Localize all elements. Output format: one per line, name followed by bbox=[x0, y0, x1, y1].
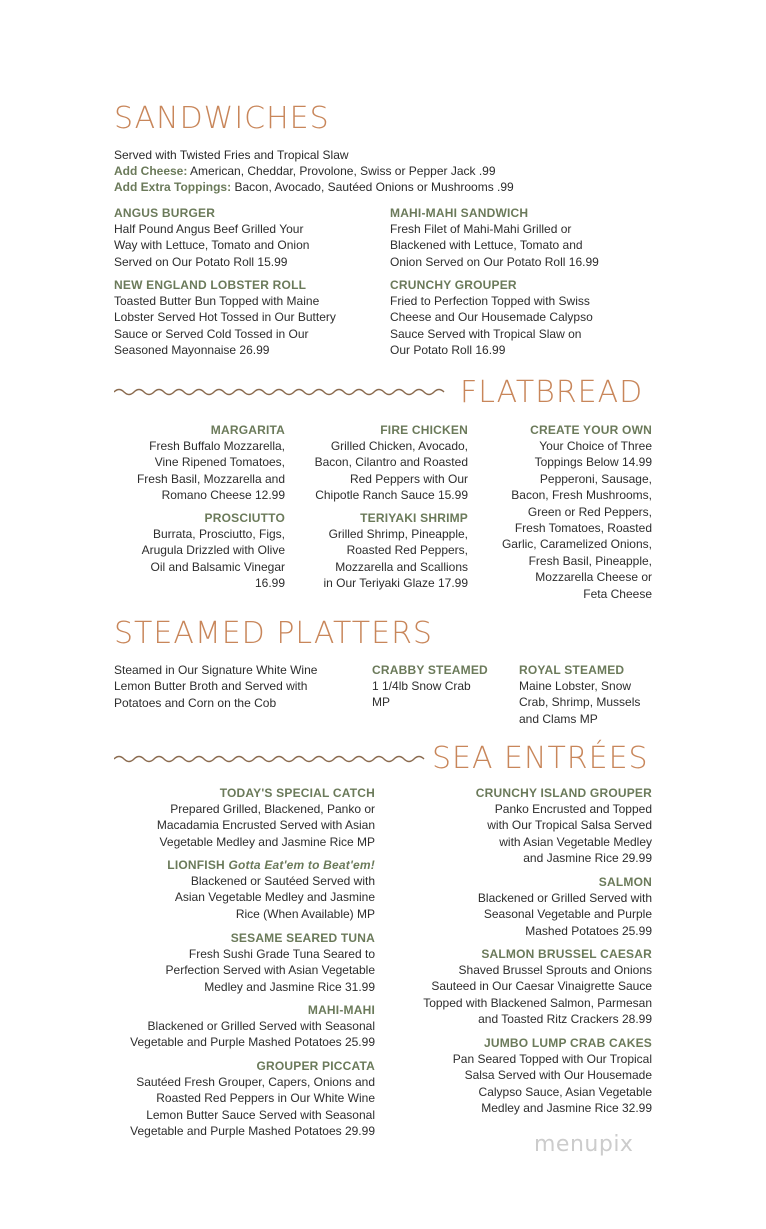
item-desc: Prepared Grilled, Blackened, Panko or Macadamia Encrusted Served with Asian Vegetable Medley and Jasmine Rice MP bbox=[156, 802, 375, 849]
item-desc: Shaved Brussel Sprouts and Onions Sauteed in Our Caesar Vinaigrette Sauce Topped with Blackened Salmon, Parmesan and Toasted Ritz Crackers 28.99 bbox=[423, 963, 652, 1027]
menupix-watermark: menupix bbox=[534, 1132, 634, 1157]
item-name: MAHI-MAHI SANDWICH bbox=[390, 206, 529, 220]
menu-item-salmon-brussel-caesar bbox=[380, 946, 652, 1028]
item-desc: Blackened or Grilled Served with Seasonal Vegetable and Purple Mashed Potatoes 25.99 bbox=[130, 1019, 375, 1050]
item-desc: Maine Lobster, Snow Crab, Shrimp, Mussels and Clams MP bbox=[519, 679, 641, 726]
menu-item-grouper-piccata bbox=[60, 1058, 375, 1140]
menu-item-royal-steamed bbox=[519, 662, 669, 727]
add-cheese-text: American, Cheddar, Provolone, Swiss or Pepper Jack .99 bbox=[190, 164, 496, 179]
item-desc: Your Choice of Three Toppings Below 14.99 Pepperoni, Sausage, Bacon, Fresh Mushrooms, Green or Red Peppers, Fresh Tomatoes, Roasted Garlic, Caramelized Onions, Fresh Basil, Pineapple, Mozzarella Cheese or Feta Cheese bbox=[501, 439, 652, 601]
menu-item-create-your-own bbox=[470, 422, 652, 602]
menu-item-salmon bbox=[400, 874, 652, 939]
add-toppings-label: Add Extra Toppings: bbox=[114, 180, 232, 195]
item-name: SALMON BRUSSEL CAESAR bbox=[481, 947, 652, 961]
steamed-title: STEAMED PLATTERS bbox=[114, 616, 433, 651]
menu-item-mahi-mahi bbox=[60, 1002, 375, 1051]
item-desc: Fresh Filet of Mahi-Mahi Grilled or Blackened with Lettuce, Tomato and Onion Served on Our Potato Roll 16.99 bbox=[390, 222, 599, 269]
item-name: FIRE CHICKEN bbox=[380, 423, 468, 437]
menu-item-todays-special-catch bbox=[90, 785, 375, 850]
item-name: CREATE YOUR OWN bbox=[530, 423, 652, 437]
item-desc: Sautéed Fresh Grouper, Capers, Onions and Roasted Red Peppers in Our White Wine Lemon Butter Sauce Served with Seasonal Vegetable and Purple Mashed Potatoes 29.99 bbox=[130, 1075, 375, 1139]
item-name: SALMON bbox=[598, 875, 652, 889]
item-desc: Grilled Chicken, Avocado, Bacon, Cilantro and Roasted Red Peppers with Our Chipotle Ranch Sauce 15.99 bbox=[314, 439, 468, 503]
item-name: CRUNCHY GROUPER bbox=[390, 278, 517, 292]
sandwiches-intro-line: Served with Twisted Fries and Tropical Slaw bbox=[114, 148, 349, 162]
item-name: LIONFISH bbox=[167, 858, 225, 872]
steamed-intro: Steamed in Our Signature White Wine Lemon Butter Broth and Served with Potatoes and Corn on the Cob bbox=[114, 663, 318, 710]
menu-item-lionfish bbox=[90, 857, 375, 922]
menu-item-jumbo-lump-crab-cakes bbox=[400, 1035, 652, 1117]
item-name: CRUNCHY ISLAND GROUPER bbox=[475, 786, 652, 800]
item-name: MARGARITA bbox=[210, 423, 285, 437]
menu-item-mahi-mahi-sandwich bbox=[390, 205, 660, 270]
item-name: GROUPER PICCATA bbox=[256, 1059, 375, 1073]
item-name: TERIYAKI SHRIMP bbox=[360, 511, 468, 525]
wave-divider-sea bbox=[114, 752, 426, 766]
menu-item-crabby-steamed bbox=[372, 662, 512, 711]
item-name: SESAME SEARED TUNA bbox=[230, 931, 375, 945]
menu-item-angus-burger bbox=[114, 205, 374, 270]
item-desc: Fresh Sushi Grade Tuna Seared to Perfection Served with Asian Vegetable Medley and Jasmine Rice 31.99 bbox=[165, 947, 375, 994]
item-name: ROYAL STEAMED bbox=[519, 663, 625, 677]
sea-entrees-title: SEA ENTRÉES bbox=[432, 741, 649, 776]
item-desc: Blackened or Grilled Served with Seasonal Vegetable and Purple Mashed Potatoes 25.99 bbox=[477, 891, 652, 938]
flatbread-title: FLATBREAD bbox=[460, 375, 644, 410]
menu-item-crunchy-island-grouper bbox=[400, 785, 652, 867]
menu-item-fire-chicken bbox=[290, 422, 468, 504]
item-desc: Fresh Buffalo Mozzarella, Vine Ripened Tomatoes, Fresh Basil, Mozzarella and Romano Cheese 12.99 bbox=[136, 439, 285, 503]
menu-item-crunchy-grouper bbox=[390, 277, 660, 359]
menu-item-lobster-roll bbox=[114, 277, 384, 359]
item-desc: 1 1/4lb Snow Crab MP bbox=[372, 679, 471, 710]
menu-item-margarita bbox=[90, 422, 285, 504]
wave-divider-flatbread bbox=[114, 385, 446, 399]
add-cheese-label: Add Cheese: bbox=[114, 164, 188, 179]
item-name: ANGUS BURGER bbox=[114, 206, 216, 220]
item-desc: Fried to Perfection Topped with Swiss Cheese and Our Housemade Calypso Sauce Served with Tropical Slaw on Our Potato Roll 16.99 bbox=[390, 294, 593, 358]
item-desc: Pan Seared Topped with Our Tropical Salsa Served with Our Housemade Calypso Sauce, Asian Vegetable Medley and Jasmine Rice 32.99 bbox=[452, 1052, 652, 1116]
item-desc: Panko Encrusted and Topped with Our Tropical Salsa Served with Asian Vegetable Medley and Jasmine Rice 29.99 bbox=[487, 802, 652, 866]
item-name: MAHI-MAHI bbox=[307, 1003, 375, 1017]
item-name: NEW ENGLAND LOBSTER ROLL bbox=[114, 278, 307, 292]
menu-item-prosciutto bbox=[90, 510, 285, 592]
item-desc: Toasted Butter Bun Topped with Maine Lobster Served Hot Tossed in Our Buttery Sauce or Served Cold Tossed in Our Seasoned Mayonnaise 26.99 bbox=[114, 294, 336, 358]
sandwiches-title: SANDWICHES bbox=[114, 101, 330, 136]
item-desc: Burrata, Prosciutto, Figs, Arugula Drizzled with Olive Oil and Balsamic Vinegar 16.99 bbox=[141, 527, 285, 591]
item-name: CRABBY STEAMED bbox=[372, 663, 488, 677]
item-name: TODAY'S SPECIAL CATCH bbox=[219, 786, 375, 800]
item-name: JUMBO LUMP CRAB CAKES bbox=[484, 1036, 652, 1050]
item-tagline: Gotta Eat'em to Beat'em! bbox=[228, 858, 375, 872]
item-name: PROSCIUTTO bbox=[204, 511, 285, 525]
item-desc: Half Pound Angus Beef Grilled Your Way with Lettuce, Tomato and Onion Served on Our Potato Roll 15.99 bbox=[114, 222, 310, 269]
menu-item-sesame-seared-tuna bbox=[90, 930, 375, 995]
sandwiches-intro bbox=[114, 147, 674, 196]
item-desc: Blackened or Sautéed Served with Asian Vegetable Medley and Jasmine Rice (When Available) MP bbox=[174, 874, 375, 921]
menu-item-teriyaki-shrimp bbox=[290, 510, 468, 592]
add-toppings-text: Bacon, Avocado, Sautéed Onions or Mushrooms .99 bbox=[234, 180, 514, 195]
item-desc: Grilled Shrimp, Pineapple, Roasted Red Peppers, Mozzarella and Scallions in Our Teriyaki Glaze 17.99 bbox=[323, 527, 468, 591]
